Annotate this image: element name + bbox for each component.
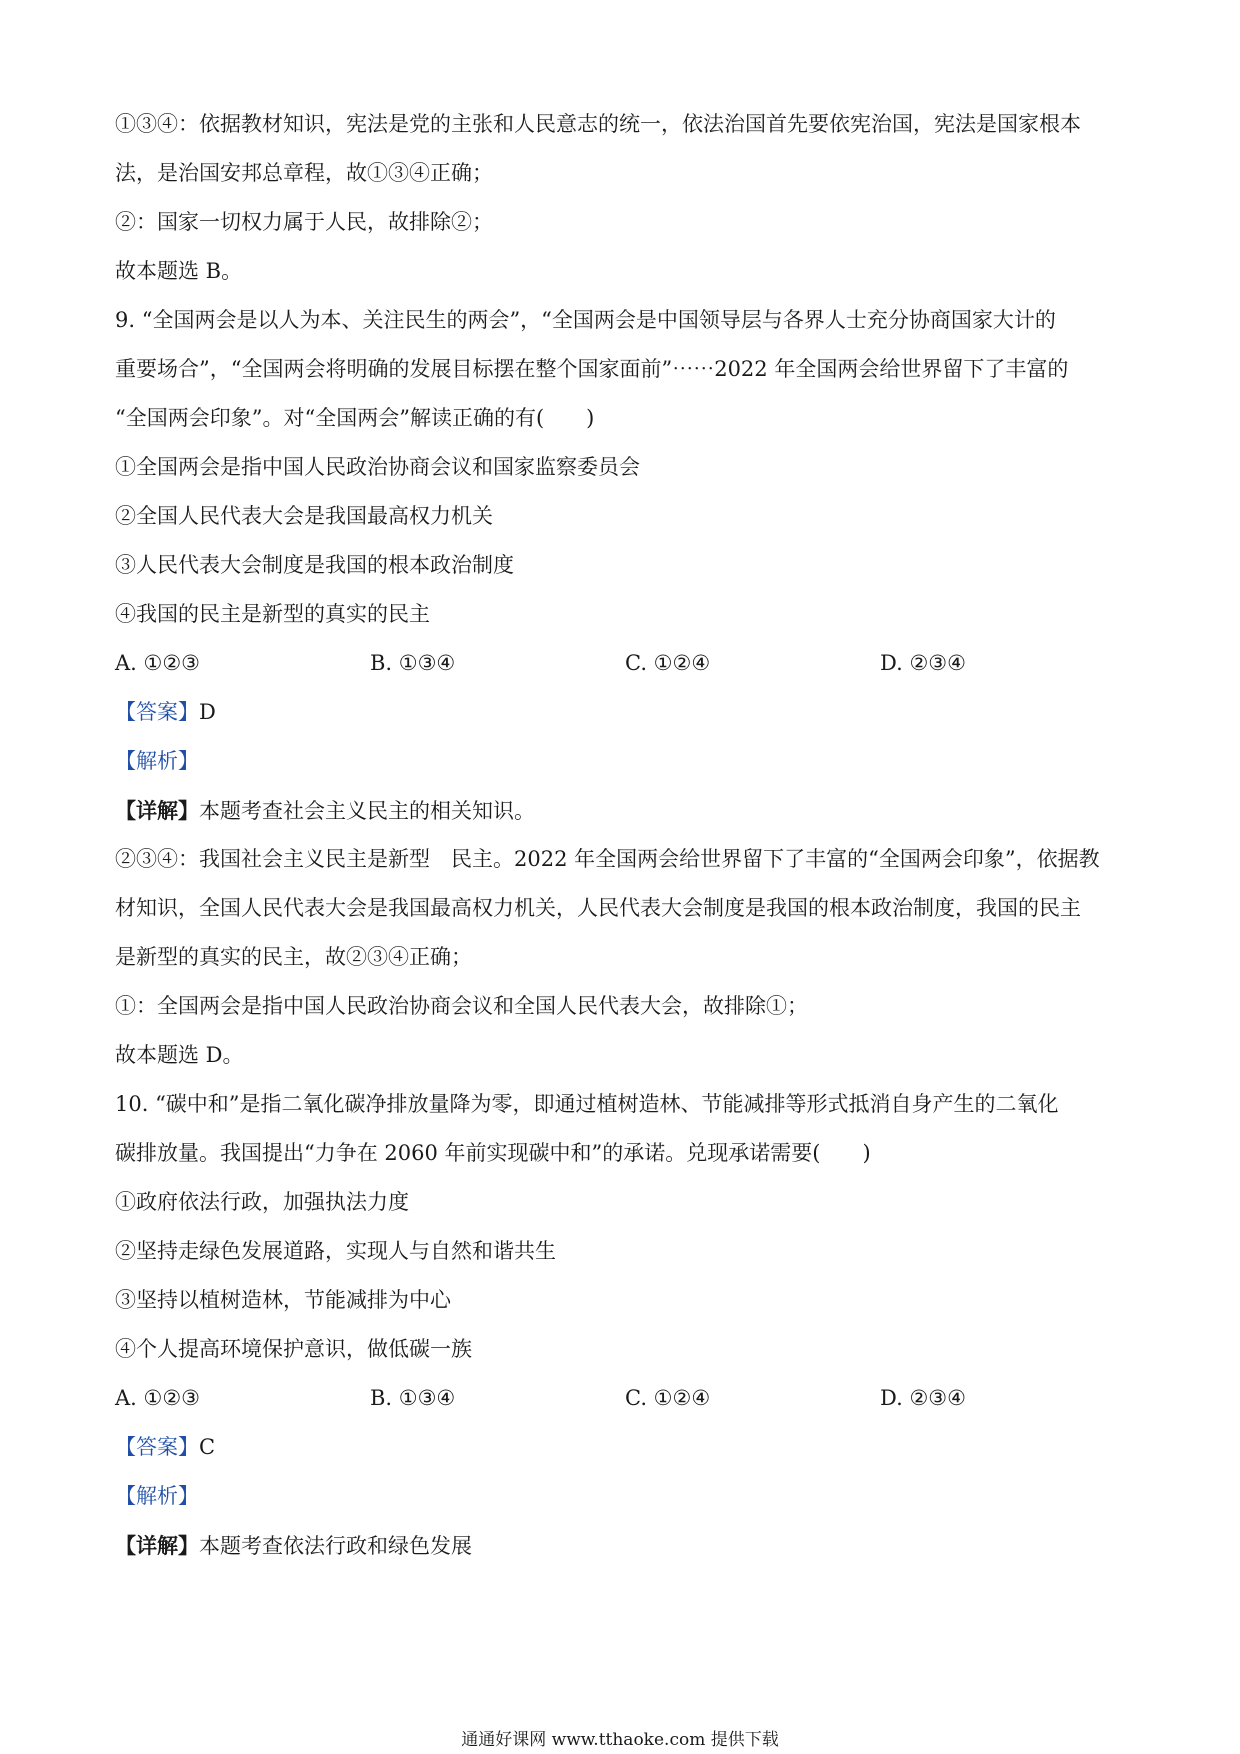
question-9-statement: ①全国两会是指中国人民政治协商会议和国家监察委员会 <box>115 455 640 479</box>
option-d: D. ②③④ <box>880 1386 966 1410</box>
explanation-line: 是新型的真实的民主，故②③④正确； <box>115 945 472 969</box>
detail-text: 本题考查社会主义民主的相关知识。 <box>199 799 535 823</box>
question-9-stem: “全国两会印象”。对“全国两会”解读正确的有( ) <box>115 406 595 430</box>
detail-tag: 【详解】 <box>115 798 199 823</box>
analysis-tag: 【解析】 <box>115 749 199 773</box>
document-body <box>115 100 1135 1570</box>
answer-tag: 【答案】 <box>115 1435 199 1459</box>
question-10-statement: ①政府依法行政，加强执法力度 <box>115 1190 409 1214</box>
question-9-statement: ③人民代表大会制度是我国的根本政治制度 <box>115 553 514 577</box>
question-10-statement: ④个人提高环境保护意识，做低碳一族 <box>115 1337 472 1361</box>
answer-value: D <box>199 700 216 724</box>
explanation-line: ①：全国两会是指中国人民政治协商会议和全国人民代表大会，故排除①； <box>115 994 808 1018</box>
question-10-detail <box>115 1521 1135 1570</box>
answer-value: C <box>199 1435 216 1459</box>
question-9-stem: 重要场合”，“全国两会将明确的发展目标摆在整个国家面前”⋯⋯2022 年全国两会给世界留下了丰富的 <box>115 357 1069 381</box>
option-b: B. ①③④ <box>370 1386 456 1410</box>
question-10-statement: ③坚持以植树造林，节能减排为中心 <box>115 1288 451 1312</box>
detail-text: 本题考查依法行政和绿色发展 <box>199 1534 472 1558</box>
question-10-stem: 碳排放量。我国提出“力争在 2060 年前实现碳中和”的承诺。兑现承诺需要( ) <box>115 1141 871 1165</box>
explanation-line: 故本题选 D。 <box>115 1043 244 1067</box>
explanation-line: 材知识，全国人民代表大会是我国最高权力机关，人民代表大会制度是我国的根本政治制度，我国的民主 <box>115 896 1081 920</box>
question-9-stem: 9. “全国两会是以人为本、关注民生的两会”，“全国两会是中国领导层与各界人士充分协商国家大计的 <box>115 308 1056 332</box>
option-a: A. ①②③ <box>115 1386 200 1410</box>
question-9-detail <box>115 786 1135 835</box>
question-10-options <box>115 1374 1135 1423</box>
option-a: A. ①②③ <box>115 651 200 675</box>
option-c: C. ①②④ <box>625 651 711 675</box>
question-9-options <box>115 639 1135 688</box>
question-9-statement: ②全国人民代表大会是我国最高权力机关 <box>115 504 493 528</box>
question-10-answer <box>115 1423 1135 1472</box>
question-9-answer <box>115 688 1135 737</box>
answer-tag: 【答案】 <box>115 700 199 724</box>
question-9-statement: ④我国的民主是新型的真实的民主 <box>115 602 430 626</box>
detail-tag: 【详解】 <box>115 1533 199 1558</box>
option-d: D. ②③④ <box>880 651 966 675</box>
page-footer: 通通好课网 www.tthaoke.com 提供下载 <box>461 1730 779 1750</box>
question-10-statement: ②坚持走绿色发展道路，实现人与自然和谐共生 <box>115 1239 556 1263</box>
text-line: 法，是治国安邦总章程，故①③④正确； <box>115 161 493 185</box>
option-c: C. ①②④ <box>625 1386 711 1410</box>
explanation-line: ②③④：我国社会主义民主是新型 民主。2022 年全国两会给世界留下了丰富的“全国两会印象”，依据教 <box>115 847 1100 871</box>
text-line: ②：国家一切权力属于人民，故排除②； <box>115 210 493 234</box>
analysis-tag: 【解析】 <box>115 1484 199 1508</box>
question-10-stem: 10. “碳中和”是指二氧化碳净排放量降为零，即通过植树造林、节能减排等形式抵消自身产生的二氧化 <box>115 1092 1059 1116</box>
option-b: B. ①③④ <box>370 651 456 675</box>
text-line: ①③④：依据教材知识，宪法是党的主张和人民意志的统一，依法治国首先要依宪治国，宪法是国家根本 <box>115 112 1081 136</box>
text-line: 故本题选 B。 <box>115 259 243 283</box>
